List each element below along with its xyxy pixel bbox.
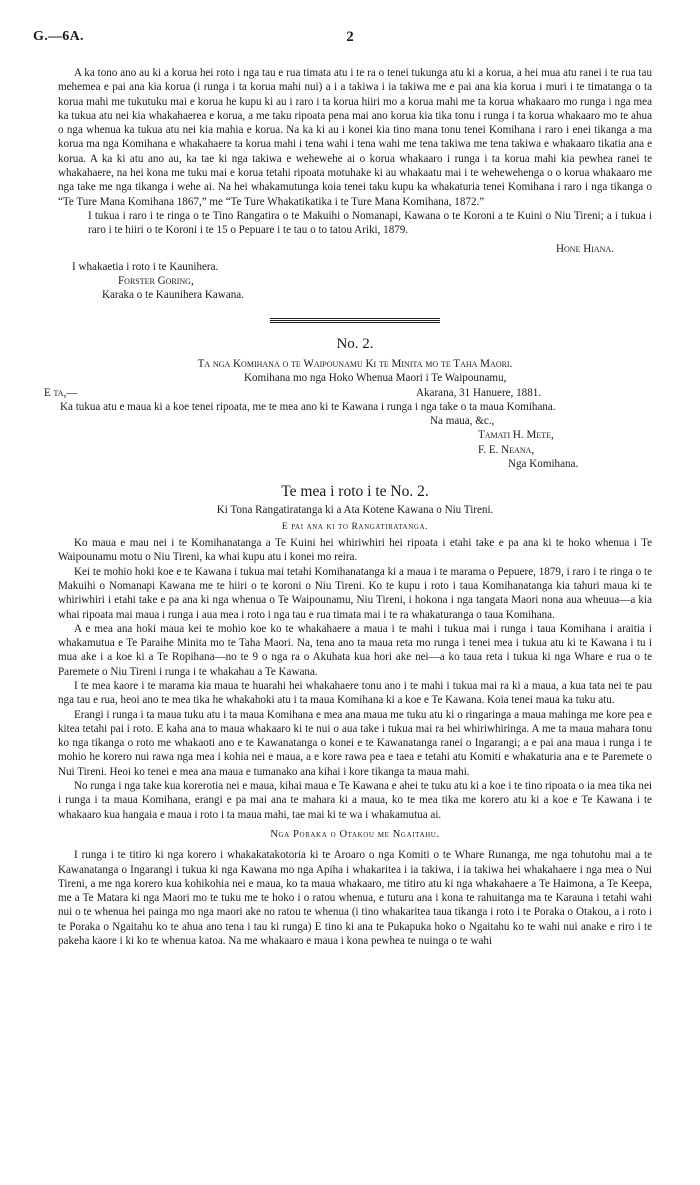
- main-column: [44, 66, 652, 948]
- enclosure-subtitle: Ki Tona Rangatiratanga ki a Ata Kotene Kawana o Niu Tireni.: [216, 504, 494, 517]
- letter-place-date: Akarana, 31 Hanuere, 1881.: [416, 386, 542, 399]
- letter-signatory-1: Tamati H. Mete,: [478, 429, 554, 442]
- letter-signatory-2: F. E. Neana,: [478, 443, 535, 456]
- section-divider: [270, 318, 440, 323]
- enclosure-paragraph: Kei te mohio hoki koe e te Kawana i tukua mai tetahi Komihanatanga ki a maua i te marama o Pepuere, 1879, i raro i te ringa o te Makuihi o Nomanapi Kawana me te hiiri o te koroni o Niu Tireni. Ko te kupu i roto i taua Komihanatanga kia tahuri maua ki te whiriwhiri i etahi take e pa ana ki nga whenua o Te Waipounamu, Niu Tireni, i hokona i nga tangata Maori nona aua wheuua—a kia whai ripoata mai maua i runga i aua mea i roto i nga tau e rua timata mai i te ra whakaturanga o taua Komihana.: [58, 565, 652, 621]
- letter-address-line: Ta nga Komihana o te Waipounamu Ki te Minita mo te Taha Maori.: [197, 358, 513, 371]
- commission-paragraph: A ka tono ano au ki a korua hei roto i nga tau e rua timata atu i te ra o tenei tukunga atu ki a korua, a hei mua atu ranei i te rua tau mehemea e pai ana kia korua (i runga i ta korua mahi nui) a i a takiwa i ia takiwa me e pai ana kia korua i muri i te timatanga o ta korua mahi me tukutuku mai e korua he kupu ki au i raro i ta korua hiiri mo a korua mahi me ta korua whakaaro mo runga i nga mea ka tukua atu nei kia whakahaerea e korua, a me taku ripoata pena mai ano korua kia tika tonu i runga i ta korua whakaaro mo te ahua o nga whenua ka tukua atu nei kia mahia e korua. Na ka ki au i konei kia tino mana tonu tenei Komihana i raro i enei tikanga a ma korua ma nga Komihana e whakahaere ta korua mahi i tena wahi i tena wahi me tena takiwa me tena takiwa e whakaaro tikatia ana e korua. A ka ki atu ano au, ka tae ki nga takiwa e wehewehe ai o korua whakaaro i runga i ta korua mahi kia pewhea ranei te whakahaere, na hei kona me tuku mai e korua tetahi ripoata motuhake ki au whakaatu mai i te wehewehenga o o korua whakaaro me nga take me nga tikanga i wehe ai. Na hei whakamutunga koia tenei taku kupu ka whakaturia tenei Komihana i raro i nga tikanga o “Te Ture Mana Komihana 1867,” me “Te Ture Whakatikatika i te Ture Mana Komihana, 1872.”: [58, 67, 652, 208]
- enclosure-paragraph: No runga i nga take kua korerotia nei e maua, kihai maua e Te Kawana e ahei te tuku atu ki a koe i te tino ripoata o ia mea tika nei i runga i ta maua Komihana, erangi e pa mai ana te mahara ki a maua, ko te mea tika me korero atu ki a koe e Te Kawana i te whakaaro kua hangaia e maua i roto i ta maua mahi, tae mai ki te wa i whakamutua ai.: [58, 780, 652, 821]
- governor-signature: Hone Hiana.: [555, 242, 614, 255]
- clerk-name: Forster Goring,: [118, 275, 194, 288]
- enclosure-paragraph: I runga i te titiro ki nga korero i whakakatakotoria ki te Aroaro o nga Komiti o te Whare Runanga, me nga tohutohu mai a te Kawanatanga o Ingarangi i tukua ki nga Kawana mo nga Apiha i whakaritea i ia takiwa, i ia takiwa hei whakahaere i nga mea o Nui Tireni, a me nga korero kua kohikohia nei e maua, ko ta maua whakaaro, me titiro atu ki nga whakahaere a Te Haimona, a Te Keepa, me a Te Matara ki nga Maori mo te tuku me te hoko i o ratou whenua, e tuturu ana i kona te rahuitanga ma te Karauna i tetahi wahi nui o te whenua hei painga mo nga maori ake no ratou te whenua (i tino whakaritea taua tikanga i roto i te Poraka o Otakou, a i roto i te Poraka o Ngaitahu ko te ahua ano tena i tau ki runga) E tino ki ana te Pukapuka hoko o Ngaitahu ko te wahi nui anake e riro i te pakeha kaore i ki ko te whenua katoa. Na me whakaaro e maua i kona pewhea te nuinga o te wahi: [58, 849, 652, 948]
- page-number: 2: [346, 29, 354, 45]
- letter-salutation: E ta,—: [44, 386, 78, 399]
- section-heading: Nga Poraka o Otakou me Ngaitahu.: [270, 828, 440, 840]
- letter-closing: Na maua, &c.,: [430, 414, 495, 427]
- letter-body: Ka tukua atu e maua ki a koe tenei ripoata, me te mea ano ki te Kawana i runga i nga take o ta maua Komihana.: [60, 400, 556, 413]
- enclosure-paragraph: I te mea kaore i te marama kia maua te huarahi hei whakahaere tonu ano i te mahi i tukua mai ra ki a maua, a kua tata nei te pau nga tau e rua, heoi ano te mea tika he whakahoki atu i ta maua Komihana ki a koe e Te Kawana. Koia tenei maua ka tuku atu.: [58, 679, 652, 707]
- letter-signatory-role: Nga Komihana.: [508, 457, 579, 470]
- enclosure-title: Te mea i roto i te No. 2.: [281, 483, 429, 501]
- letter-commission-line: Komihana mo nga Hoko Whenua Maori i Te Waipounamu,: [244, 372, 507, 385]
- enclosure-paragraph: Ko maua e mau nei i te Komihanatanga a Te Kuini hei whiriwhiri hei ripoata i etahi take e pa ana ki te hoko whenua i Te Waipounamu motu o Niu Tireni, ka whai kupu atu i konei mo reira.: [58, 537, 652, 564]
- issued-paragraph: I tukua i raro i te ringa o te Tino Rangatira o te Makuihi o Nomanapi, Kawana o te Koroni a te Kuini o Niu Tireni; a i tukua i raro i te hiiri o te Koroni i te 15 o Pepuare i te tau o to tatou Ariki, 1879.: [88, 209, 652, 237]
- enclosure-paragraph: A e mea ana hoki maua kei te mohio koe ko te whakahaere a maua i te mahi i tukua mai i runga i taua Komihana i araitia i whakamutua e Te Paraihe Minita mo te Taha Maori. Na, tena ano ta maua reta mo runga i tenei mea i tukua atu ki te Kawana i tu i mua ake i a koe ki a Te Ropihana—no te 9 o nga ra o Akuhata kua hori ake nei—a ko taua reta i tukua ki nga Whare e rua o te Paremete o Niu Tireni i runga i te whakahau a Te Kawana.: [58, 622, 652, 678]
- enclosure-salutation: E pai ana ki to Rangatiratanga.: [281, 521, 429, 532]
- document-reference: G.—6A.: [33, 29, 84, 44]
- council-approval: I whakaetia i roto i te Kaunihera.: [72, 260, 219, 273]
- clerk-title: Karaka o te Kaunihera Kawana.: [102, 289, 244, 302]
- letter-number-title: No. 2.: [336, 335, 374, 352]
- enclosure-paragraph: Erangi i runga i ta maua tuku atu i ta maua Komihana e mea ana maua me tuku atu ki o ringaringa a maua mahinga me kore pea e kitea tetahi pai i roto. E kaha ana to maua whakaaro ki te nui o aua take i tukua mai ra hei whiriwhiringa. A me ta maua mahara tonu ko nga tikanga o roto me whakaoti ano e te Kawanatanga o konei e te Kawanatanga ranei o Ingarangi; a e pai ana maua i runga i te mohio he korero nui rawa nga mea i kohia nei e maua, a e kore rawa pea e taea e tetahi atu Komiti e whakaturia ana e te Paremete o Nui Tireni. Heoi ko tenei e mea ana maua e tumanako ana kihai i kore tikanga ta maua mahi.: [58, 708, 652, 778]
